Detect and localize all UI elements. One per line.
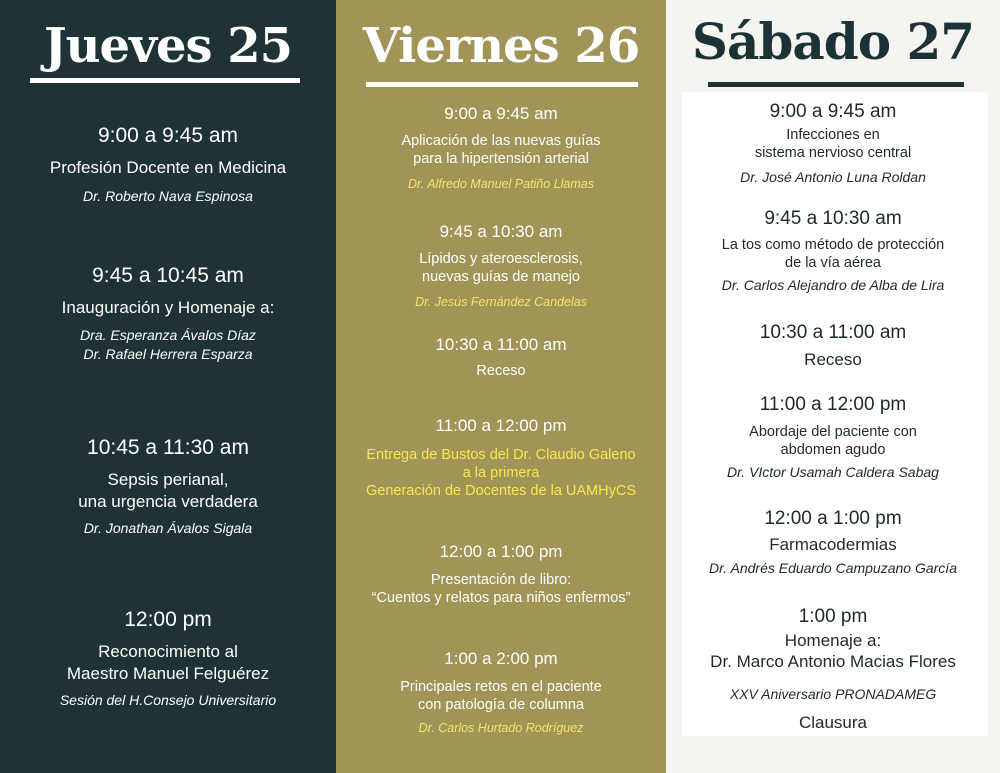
session-speaker: Dr. Alfredo Manuel Patiño Llamas <box>408 177 594 191</box>
session-time: 10:30 a 11:00 am <box>435 335 567 354</box>
session-title: Dr. Marco Antonio Macias Flores <box>710 652 956 671</box>
closing-title: Clausura <box>798 713 868 732</box>
session-time: 12:00 a 1:00 pm <box>764 508 902 529</box>
session-title: “Cuentos y relatos para niños enfermos” <box>371 590 631 606</box>
sabado-column <box>666 0 1000 773</box>
session-title: Aplicación de las nuevas guías <box>401 133 601 149</box>
session-note: XXV Aniversario PRONADAMEG <box>729 686 937 702</box>
session-speaker: Dra. Esperanza Ávalos Díaz <box>80 327 256 343</box>
session-title: Lípidos y ateroesclerosis, <box>419 251 583 267</box>
session-speaker: Dr. Rafael Herrera Esparza <box>83 346 253 362</box>
heading-rule <box>30 78 300 83</box>
session-time: 10:45 a 11:30 am <box>87 436 249 459</box>
session-speaker: Dr. VIctor Usamah Caldera Sabag <box>727 464 939 480</box>
session-title: de la vía aérea <box>785 255 881 271</box>
session-speaker: Dr. Roberto Nava Espinosa <box>83 188 253 204</box>
session-speaker: Dr. José Antonio Luna Roldan <box>740 169 926 185</box>
session-time: 11:00 a 12:00 pm <box>435 416 567 435</box>
session-time: 12:00 a 1:00 pm <box>439 542 563 561</box>
session-time: 9:45 a 10:45 am <box>92 264 244 287</box>
session-title: una urgencia verdadera <box>78 492 258 511</box>
session-title: nuevas guías de manejo <box>422 269 580 285</box>
session-time: 1:00 pm <box>798 606 868 627</box>
session-time: 1:00 a 2:00 pm <box>444 649 558 668</box>
session-time: 9:45 a 10:30 am <box>439 222 563 241</box>
session-title: abdomen agudo <box>780 442 886 458</box>
session-title: para la hipertensión arterial <box>413 151 589 167</box>
session-highlight: Entrega de Bustos del Dr. Claudio Galeno <box>366 447 636 463</box>
session-time: 9:00 a 9:45 am <box>97 124 239 147</box>
session-speaker: Dr. Andrés Eduardo Campuzano García <box>709 560 957 576</box>
session-speaker: Dr. Jesús Fernández Candelas <box>415 295 587 309</box>
session-title: Receso <box>804 350 862 369</box>
session-title: Abordaje del paciente con <box>749 424 917 440</box>
session-time: 10:30 a 11:00 am <box>759 322 907 343</box>
session-time: 9:45 a 10:30 am <box>764 208 902 229</box>
session-title: con patología de columna <box>417 697 585 713</box>
day-heading: Jueves 25 <box>43 18 293 74</box>
session-title: Farmacodermias <box>769 535 897 554</box>
session-highlight: Generación de Docentes de la UAMHyCS <box>366 483 636 499</box>
session-title: Reconocimiento al <box>98 642 238 661</box>
session-title: Maestro Manuel Felguérez <box>66 664 270 683</box>
session-title: Infecciones en <box>786 127 880 143</box>
session-highlight: a la primera <box>462 465 540 481</box>
heading-rule <box>708 82 964 87</box>
session-title: Principales retos en el paciente <box>400 679 602 695</box>
day-heading: Viernes 26 <box>362 18 640 74</box>
session-speaker: Dr. Jonathan Ávalos Sigala <box>83 520 253 536</box>
session-time: 11:00 a 12:00 pm <box>759 394 907 415</box>
session-title: La tos como método de protección <box>721 237 945 253</box>
session-speaker: Dr. Carlos Alejandro de Alba de Lira <box>721 277 945 293</box>
session-title: Homenaje a: <box>784 631 882 650</box>
day-heading: Sábado 27 <box>691 12 975 71</box>
session-title: Profesión Docente en Medicina <box>49 158 287 177</box>
viernes-column <box>336 0 666 773</box>
session-title: Inauguración y Homenaje a: <box>61 298 275 317</box>
session-title: sistema nervioso central <box>754 145 912 161</box>
session-speaker: Dr. Carlos Hurtado Rodríguez <box>418 721 584 735</box>
session-note: Sesión del H.Consejo Universitario <box>59 692 277 708</box>
session-title: Sepsis perianal, <box>107 470 229 489</box>
heading-rule <box>366 82 638 87</box>
session-time: 12:00 pm <box>124 608 212 631</box>
session-title: Receso <box>476 363 526 379</box>
session-title: Presentación de libro: <box>430 572 572 588</box>
session-time: 9:00 a 9:45 am <box>769 101 897 122</box>
jueves-column <box>0 0 336 773</box>
session-time: 9:00 a 9:45 am <box>444 104 558 123</box>
